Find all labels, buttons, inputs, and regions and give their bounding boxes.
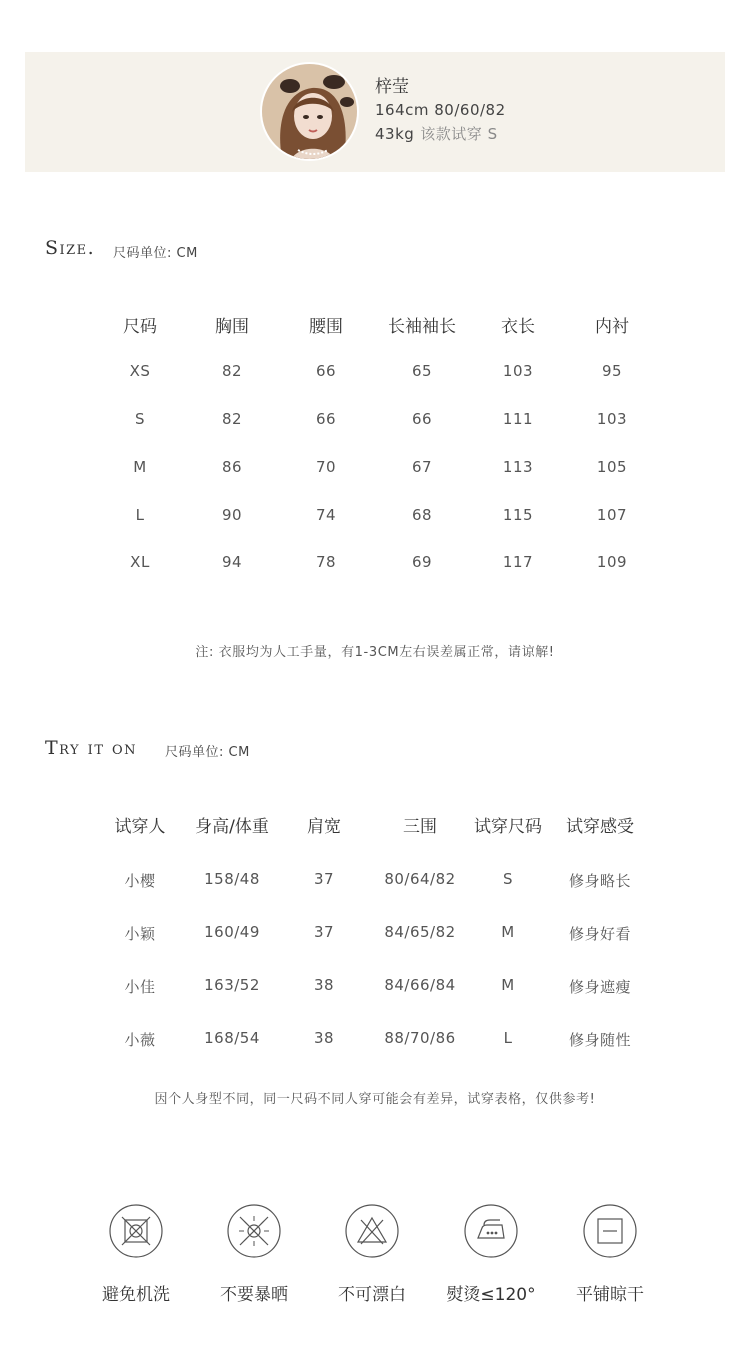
no-machine-wash-icon: [109, 1204, 163, 1258]
model-weight: 43kg: [375, 125, 415, 143]
size-table-cell: 113: [502, 458, 534, 476]
size-table-cell: 67: [411, 458, 433, 476]
try-table-cell: 小薇: [124, 1031, 156, 1049]
model-name: 梓莹: [375, 77, 409, 97]
try-table-cell: 163/52: [204, 976, 260, 994]
size-table-cell: L: [135, 506, 145, 524]
model-banner: [25, 52, 725, 172]
size-table-cell: 66: [411, 410, 433, 428]
size-table-cell: 82: [221, 410, 243, 428]
model-measurements: 164cm 80/60/82: [375, 101, 506, 119]
try-table-cell: 修身随性: [568, 1031, 632, 1049]
try-table-cell: S: [502, 870, 514, 888]
size-table-cell: 94: [221, 553, 243, 571]
size-table-cell: XS: [129, 362, 151, 380]
size-table-header-cell: 衣长: [501, 317, 535, 337]
size-table-cell: 103: [596, 410, 628, 428]
size-table-cell: 111: [502, 410, 534, 428]
try-section-title: Try it on: [45, 737, 138, 759]
size-table-cell: 103: [502, 362, 534, 380]
size-table-cell: 90: [221, 506, 243, 524]
size-table-cell: 66: [315, 410, 337, 428]
try-table-cell: 37: [313, 870, 335, 888]
try-table-cell: 84/65/82: [384, 923, 456, 941]
try-table-header-cell: 试穿感受: [566, 817, 634, 837]
care-label: 不可漂白: [338, 1285, 406, 1305]
size-table-cell: 107: [596, 506, 628, 524]
size-table-cell: 70: [315, 458, 337, 476]
try-table-cell: 38: [313, 976, 335, 994]
no-sun-icon: [227, 1204, 281, 1258]
try-table-cell: 80/64/82: [384, 870, 456, 888]
try-unit-label: 尺码单位: CM: [165, 745, 250, 760]
size-table-header-cell: 胸围: [215, 317, 249, 337]
model-info: [375, 76, 506, 146]
size-table-cell: XL: [130, 553, 150, 571]
try-table-cell: L: [503, 1029, 513, 1047]
try-table-cell: 160/49: [204, 923, 260, 941]
flat-dry-icon: [583, 1204, 637, 1258]
try-table-cell: 88/70/86: [384, 1029, 456, 1047]
size-table-cell: 82: [221, 362, 243, 380]
try-table-header-cell: 身高/体重: [195, 817, 269, 837]
size-unit-label: 尺码单位: CM: [113, 246, 198, 261]
size-table-cell: 105: [596, 458, 628, 476]
size-table-header-cell: 长袖袖长: [388, 317, 456, 337]
size-table-header-cell: 内衬: [595, 317, 629, 337]
care-item-no-sun: [199, 1204, 309, 1305]
size-note: 注: 衣服均为人工手量，有1-3CM左右误差属正常，请谅解!: [195, 645, 555, 660]
care-label: 平铺晾干: [576, 1285, 644, 1305]
try-table-cell: 小颖: [124, 925, 156, 943]
size-table-cell: 74: [315, 506, 337, 524]
care-label: 避免机洗: [102, 1285, 170, 1305]
size-table-cell: 117: [502, 553, 534, 571]
size-table-cell: 65: [411, 362, 433, 380]
size-table-cell: 109: [596, 553, 628, 571]
try-table-cell: 84/66/84: [384, 976, 456, 994]
try-table-cell: 158/48: [204, 870, 260, 888]
size-table-cell: 68: [411, 506, 433, 524]
try-table-cell: 37: [313, 923, 335, 941]
iron-icon: [464, 1204, 518, 1258]
care-item-no-machine-wash: [81, 1204, 191, 1305]
try-table-cell: 38: [313, 1029, 335, 1047]
try-table-header-cell: 试穿人: [114, 817, 166, 837]
size-table-cell: 66: [315, 362, 337, 380]
care-item-iron: [436, 1204, 546, 1305]
try-table-cell: 修身好看: [568, 925, 632, 943]
size-table-header-cell: 腰围: [309, 317, 343, 337]
size-table-cell: 69: [411, 553, 433, 571]
try-table-header-cell: 肩宽: [307, 817, 341, 837]
try-table-cell: M: [501, 976, 515, 994]
try-table-cell: 小佳: [124, 978, 156, 996]
size-table-cell: M: [133, 458, 147, 476]
care-item-flat-dry: [555, 1204, 665, 1305]
model-trial-note: 该款试穿 S: [420, 125, 498, 143]
model-weight-line: [375, 122, 506, 146]
size-table-cell: 78: [315, 553, 337, 571]
try-table-cell: 小樱: [124, 872, 156, 890]
no-bleach-icon: [345, 1204, 399, 1258]
try-table-cell: 修身遮瘦: [568, 978, 632, 996]
try-table-cell: 168/54: [204, 1029, 260, 1047]
size-section-title: Size.: [45, 237, 96, 259]
care-label: 熨烫≤120°: [446, 1285, 536, 1305]
size-table-cell: 115: [502, 506, 534, 524]
try-note: 因个人身型不同，同一尺码不同人穿可能会有差异，试穿表格，仅供参考!: [154, 1092, 596, 1107]
model-avatar: [260, 62, 359, 161]
care-label: 不要暴晒: [220, 1285, 288, 1305]
size-table-cell: 86: [221, 458, 243, 476]
try-table-header-cell: 三围: [403, 817, 437, 837]
size-table-header-cell: 尺码: [123, 317, 157, 337]
try-table-cell: 修身略长: [568, 872, 632, 890]
size-table-cell: 95: [601, 362, 623, 380]
care-item-no-bleach: [317, 1204, 427, 1305]
try-table-cell: M: [501, 923, 515, 941]
try-table-header-cell: 试穿尺码: [474, 817, 542, 837]
size-table-cell: S: [134, 410, 146, 428]
